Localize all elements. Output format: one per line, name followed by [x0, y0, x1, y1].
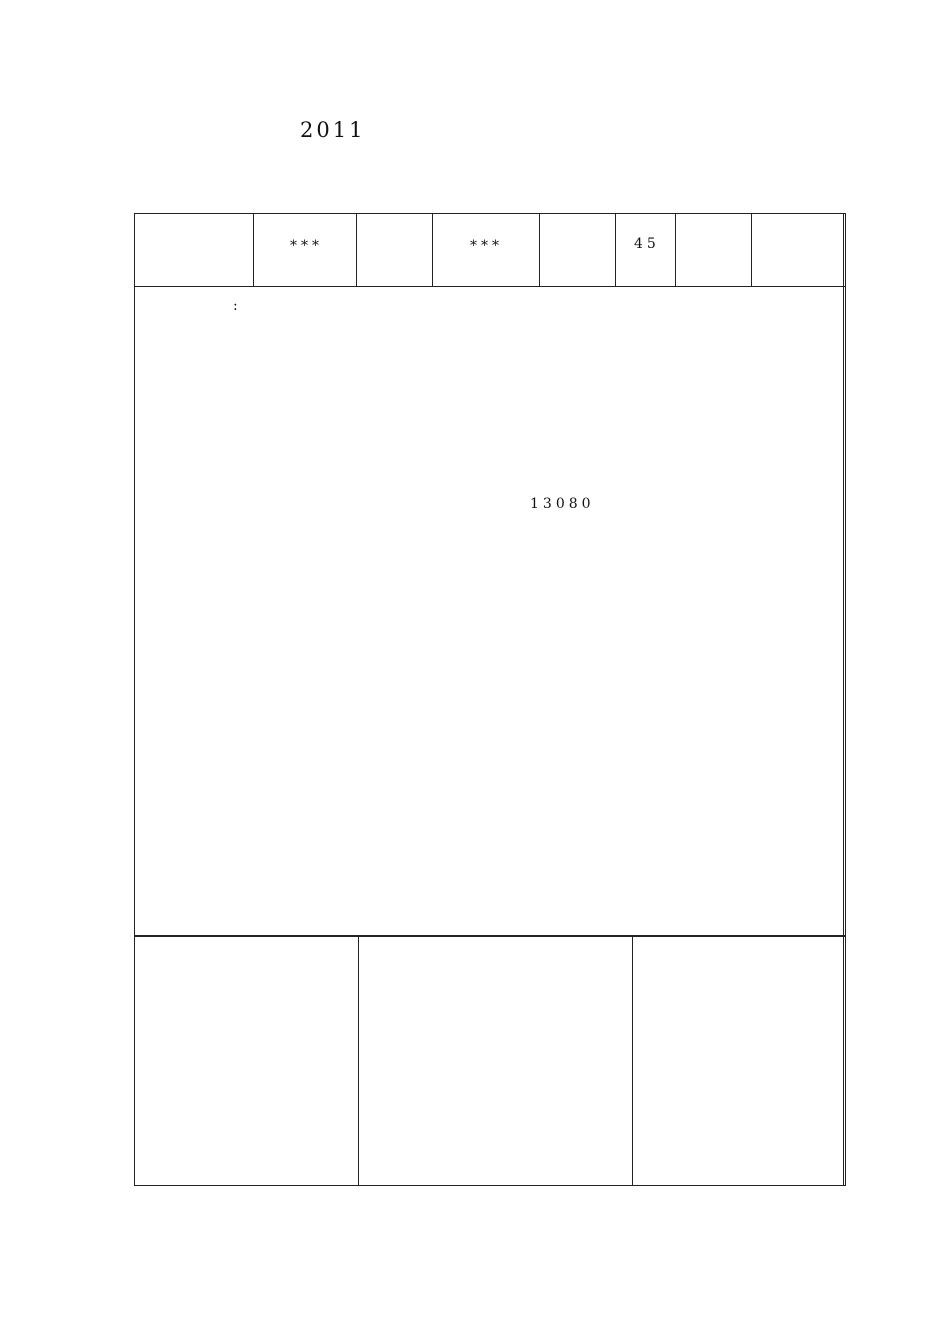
header-cell-4: *** [470, 238, 503, 254]
body-heading-colon: : [233, 298, 242, 314]
document-title: 2011 [300, 118, 366, 142]
header-cell-2: *** [290, 238, 323, 254]
form-table [134, 213, 846, 1186]
footer-sep-1 [358, 936, 359, 1186]
header-sep-5 [615, 213, 616, 286]
header-sep-4 [539, 213, 540, 286]
header-sep-3 [432, 213, 433, 286]
header-row-bottom [134, 286, 846, 287]
body-line-4b: 13080 [530, 496, 595, 512]
footer-sep-2 [632, 936, 633, 1186]
table-right-edge [843, 213, 844, 1186]
header-sep-7 [751, 213, 752, 286]
header-sep-6 [675, 213, 676, 286]
header-sep-2 [356, 213, 357, 286]
header-sep-1 [253, 213, 254, 286]
footer-top-border [134, 935, 846, 937]
header-cell-6: 45 [634, 236, 660, 252]
